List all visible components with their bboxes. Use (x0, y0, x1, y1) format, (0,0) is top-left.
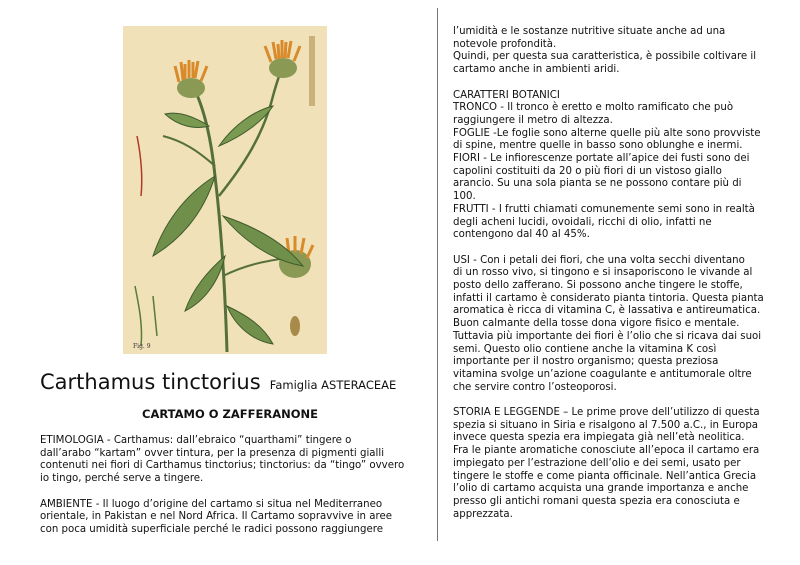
text-line: notevole profondità. (453, 38, 557, 50)
text-line: cartamo anche in ambienti aridi. (453, 64, 620, 76)
text-line: aromatica è ricca di vitamina C, è lassativa e antireumatica. (453, 305, 761, 317)
text-line: di spine, mentre quelle in basso sono oblunghe e inermi. (453, 140, 743, 152)
column-divider (437, 8, 438, 541)
ambiente-paragraph (40, 499, 425, 537)
ambiente-continued-paragraph (453, 26, 783, 77)
text-line: FIORI - Le infiorescenze portate all’apice dei fusti sono dei (453, 153, 750, 165)
text-line: STORIA E LEGGENDE – Le prime prove dell’utilizzo di questa (453, 407, 760, 419)
section-heading: CARTAMO O ZAFFERANONE (142, 407, 318, 421)
text-line: orientale, in Pakistan e nel Nord Africa. Il Cartamo sopravvive in aree (40, 511, 392, 523)
text-line: presso gli antichi romani questa spezia era conosciuta e (453, 495, 740, 507)
right-column (453, 26, 783, 534)
text-line: TRONCO - Il tronco è eretto e molto ramificato che può (453, 102, 734, 114)
text-line: Quindi, per questa sua caratteristica, è possibile coltivare il (453, 51, 757, 63)
text-line: l’olio di cartamo acquista una grande importanza e anche (453, 483, 749, 495)
family-name: Famiglia ASTERACEAE (269, 378, 397, 392)
carthamus-plant-drawing (123, 26, 327, 354)
text-line: USI - Con i petali dei fiori, che una volta secchi diventano (453, 254, 745, 266)
text-line: raggiungere il metro di altezza. (453, 114, 613, 126)
text-line: apprezzata. (453, 508, 513, 520)
text-line: di un rosso vivo, si tingono e si insaporiscono le vivande al (453, 267, 753, 279)
caratteri-botanici-paragraph (453, 90, 783, 242)
text-line: Tuttavia più importante dei fiori è l’olio che si ricava dai suoi (453, 330, 762, 342)
text-line: vitamina svolge un’azione coagulante e antitumorale oltre (453, 368, 752, 380)
text-line: FRUTTI - I frutti chiamati comunemente semi sono in realtà (453, 203, 755, 215)
text-line: Fra le piante aromatiche conosciute all’epoca il cartamo era (453, 445, 760, 457)
text-line: FOGLIE -Le foglie sono alterne quelle più alte sono provviste (453, 127, 761, 139)
plate-caption-left: Fig. 9 (133, 343, 151, 350)
text-line: io tingo, perché serve a tingere. (40, 473, 204, 485)
text-line: che servire contro l’osteoporosi. (453, 381, 617, 393)
text-line: capolini costituiti da 20 o più fiori di un vistoso giallo (453, 165, 722, 177)
text-line: 100. (453, 191, 476, 203)
text-line: posto dello zafferano. Si possono anche tingere le stoffe, (453, 280, 743, 292)
text-line: CARATTERI BOTANICI (453, 89, 560, 101)
text-line: ETIMOLOGIA - Carthamus: dall’ebraico “quarthami” tingere o (40, 435, 352, 446)
text-line: contengono dal 40 al 45%. (453, 229, 590, 241)
text-line: Buon calmante della tosse dona vigore fisico e mentale. (453, 318, 740, 330)
etimologia-paragraph (40, 435, 425, 486)
text-line: infatti il cartamo è considerato pianta tintoria. Questa pianta (453, 292, 764, 304)
storia-paragraph (453, 407, 783, 521)
text-line: impiegato per l’estrazione dell’olio e dei semi, usato per (453, 457, 741, 469)
text-line: spezia si situano in Siria e risalgono al 7.500 a.C., in Europa (453, 419, 759, 431)
text-line: contenuti nei fiori di Carthamus tinctorius; tinctorius: da “tingo” ovvero (40, 460, 405, 472)
text-line: invece questa spezia era impiegata già nell’età neolitica. (453, 432, 745, 444)
text-line: semi. Questo olio contiene anche la vitamina K così (453, 343, 717, 355)
usi-paragraph (453, 255, 783, 395)
text-line: l’umidità e le sostanze nutritive situate anche ad una (453, 26, 726, 37)
text-line: tingere le stoffe e come pianta officinale. Nell’antica Grecia (453, 470, 757, 482)
botanical-illustration (123, 26, 327, 354)
text-line: importante per il nostro organismo; questa preziosa (453, 356, 719, 368)
text-line: con poca umidità superficiale perché le radici possono raggiungere (40, 523, 383, 535)
species-name: Carthamus tinctorius (40, 370, 261, 394)
title-row (40, 370, 396, 394)
text-line: dall’arabo “kartam” ovver tintura, per la presenza di pigmenti gialli (40, 447, 385, 459)
text-line: degli acheni lucidi, ovoidali, ricchi di olio, infatti ne (453, 216, 712, 228)
text-line: arancio. Su una sola pianta se ne possono contare più di (453, 178, 742, 190)
text-line: AMBIENTE - Il luogo d’origine del cartamo si situa nel Mediterraneo (40, 498, 383, 510)
left-column (40, 435, 425, 549)
